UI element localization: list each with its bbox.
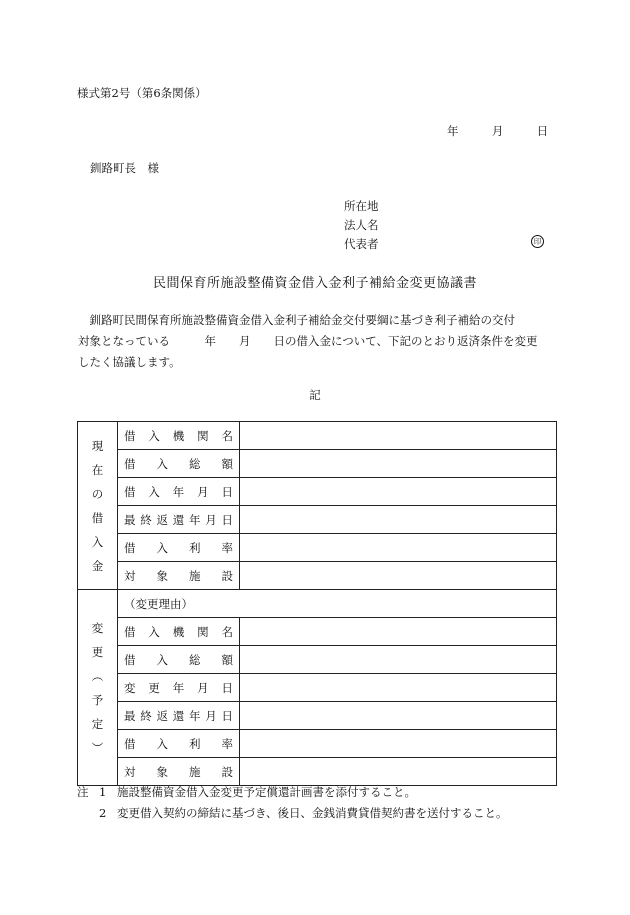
current-loan-heading [78,422,118,590]
date-day: 日 [536,124,549,138]
label-char: 対 [124,764,136,779]
note-text: 変更借入契約の締結に基づき、後日、金銭消費貸借契約書を送付すること。 [117,806,508,820]
body-line-2: 対象となっている 年 月 日の借入金について、下記のとおり返済条件を変更 [78,334,538,348]
seal-mark: 印 [531,235,544,248]
label-char: 最 [124,708,136,723]
table-row [78,478,557,506]
section-char: ︶ [91,740,104,755]
table-row [78,646,557,674]
label-char: 還 [172,512,185,527]
representative-label: 代表者 [344,237,379,251]
label-char: 利 [189,540,201,555]
label-char: 率 [221,736,233,751]
row-label [118,562,240,590]
label-char: 変 [124,680,136,695]
address-label: 所在地 [344,199,379,213]
label-char: 対 [124,568,136,583]
table-row [78,674,557,702]
label-char: 率 [221,540,233,555]
row-label [118,674,240,702]
row-label [118,730,240,758]
note-number: 1 [99,785,107,799]
section-char: 変 [91,620,104,635]
label-char: 設 [221,568,233,583]
section-char: 入 [91,534,104,549]
label-char: 機 [172,428,185,443]
section-char: ︵ [91,668,104,683]
form-number: 様式第2号（第6条関係） [77,86,207,100]
notes [77,782,508,824]
change-reason-cell[interactable]: （変更理由） [118,590,557,618]
value-cell[interactable] [240,450,557,478]
section-char: 定 [91,716,104,731]
sender-block [344,197,544,254]
loan-table [77,421,557,786]
date-year: 年 [447,124,459,138]
ki-heading: 記 [309,388,321,402]
label-char: 借 [124,428,136,443]
label-char: 入 [156,456,168,471]
table-row [78,590,557,618]
label-char: 入 [156,736,168,751]
label-char: 借 [124,736,136,751]
section-char: 金 [91,558,104,573]
label-char: 終 [140,708,152,723]
note-number: 2 [99,806,107,820]
label-char: 入 [156,540,168,555]
value-cell[interactable] [240,702,557,730]
value-cell[interactable] [240,534,557,562]
row-label [118,534,240,562]
row-label [118,478,240,506]
note-item [77,803,508,824]
corp-name-label: 法人名 [344,218,379,232]
body-line-3: したく協議します。 [78,355,181,369]
label-char: 総 [189,652,201,667]
date-line [447,123,548,139]
label-char: 象 [156,764,168,779]
row-label [118,450,240,478]
label-char: 施 [189,764,201,779]
value-cell[interactable] [240,646,557,674]
label-char: 入 [148,428,160,443]
label-char: 日 [221,484,233,499]
label-char: 借 [124,540,136,555]
table-row [78,730,557,758]
row-label [118,422,240,450]
section-char: 予 [91,692,104,707]
label-char: 月 [197,484,209,499]
loan-table-body [78,422,557,786]
label-char: 月 [205,708,217,723]
document-title: 民間保育所施設整備資金借入金利子補給金変更協議書 [152,276,477,291]
label-char: 終 [140,512,152,527]
label-char: 利 [189,736,201,751]
label-char: 額 [221,456,233,471]
label-char: 更 [148,680,160,695]
label-char: 入 [148,624,160,639]
table-row [78,618,557,646]
label-char: 象 [156,568,168,583]
table-row [78,422,557,450]
row-label [118,702,240,730]
label-char: 入 [156,652,168,667]
value-cell[interactable] [240,506,557,534]
label-char: 借 [124,652,136,667]
table-row [78,450,557,478]
label-char: 設 [221,764,233,779]
table-row [78,562,557,590]
value-cell[interactable] [240,730,557,758]
label-char: 日 [221,708,233,723]
label-char: 年 [172,484,185,499]
table-row [78,534,557,562]
label-char: 還 [172,708,185,723]
note-text: 施設整備資金借入金変更予定償還計画書を添付すること。 [117,785,416,799]
label-char: 年 [189,512,201,527]
section-char: の [91,486,104,501]
label-char: 返 [156,512,168,527]
section-char: 借 [91,510,104,525]
label-char: 機 [172,624,185,639]
note-prefix: 注 [77,785,89,799]
row-label [118,618,240,646]
label-char: 返 [156,708,168,723]
label-char: 月 [197,680,209,695]
changed-loan-heading [78,590,118,786]
table-row [78,702,557,730]
table-row [78,506,557,534]
label-char: 日 [221,512,233,527]
label-char: 名 [221,428,233,443]
value-cell[interactable] [240,674,557,702]
body-line-1: 釧路町民間保育所施設整備資金借入金利子補給金交付要綱に基づき利子補給の交付 [89,313,515,327]
section-char: 更 [91,644,104,659]
label-char: 総 [189,456,201,471]
date-month: 月 [491,124,504,138]
label-char: 施 [189,568,201,583]
label-char: 日 [221,680,233,695]
value-cell[interactable] [240,562,557,590]
label-char: 年 [189,708,201,723]
value-cell[interactable] [240,618,557,646]
label-char: 入 [148,484,160,499]
label-char: 年 [172,680,185,695]
value-cell[interactable] [240,478,557,506]
label-char: 名 [221,624,233,639]
value-cell[interactable] [240,422,557,450]
label-char: 関 [197,428,209,443]
label-char: 関 [197,624,209,639]
row-label [118,506,240,534]
body-paragraph [78,310,560,373]
row-label [118,646,240,674]
addressee: 釧路町長 様 [90,161,159,175]
label-char: 月 [205,512,217,527]
label-char: 額 [221,652,233,667]
section-char: 在 [91,462,104,477]
note-item [77,782,508,803]
label-char: 最 [124,512,136,527]
label-char: 借 [124,484,136,499]
section-char: 現 [91,438,104,453]
label-char: 借 [124,624,136,639]
label-char: 借 [124,456,136,471]
